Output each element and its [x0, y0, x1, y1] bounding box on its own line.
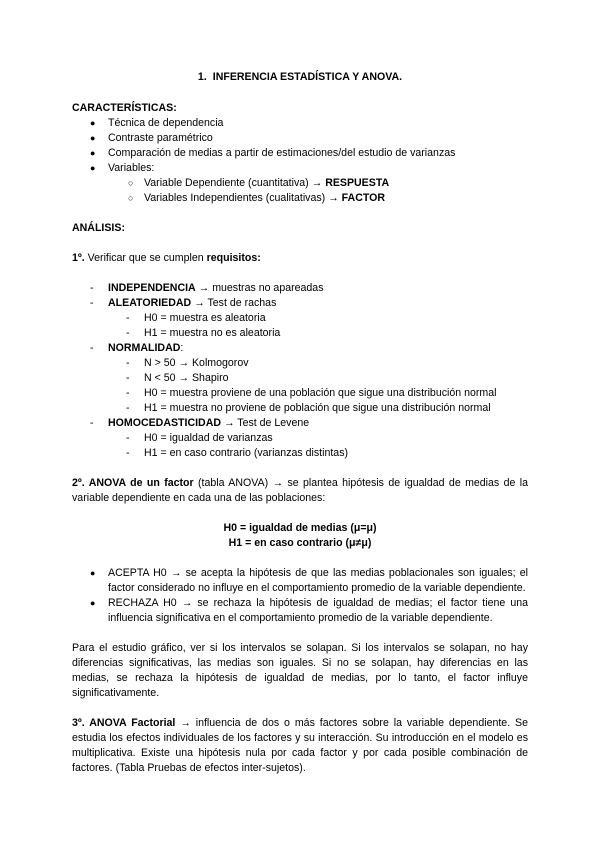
- document-page: [72, 70, 528, 776]
- list-item: ● RECHAZA H0 → se rechaza la hipótesis de igualdad de medias; el factor tiene una influencia significativa en el comportamiento promedio de la variable dependiente.: [72, 596, 528, 626]
- caracteristicas-heading: CARACTERÍSTICAS:: [72, 102, 177, 114]
- list-item: ○ Variables Independientes (cualitativas) → FACTOR: [72, 191, 528, 206]
- step-2: 2º. ANOVA de un factor (tabla ANOVA) → se plantea hipótesis de igualdad de medias de la variable dependiente en cada una de las poblaciones:: [72, 477, 529, 504]
- list-item: - H0 = muestra proviene de una población que sigue una distribución normal: [72, 386, 528, 401]
- list-item: - NORMALIDAD:: [72, 341, 528, 356]
- list-item: - ALEATORIEDAD → Test de rachas: [72, 296, 528, 311]
- list-item: - N < 50 → Shapiro: [72, 371, 528, 386]
- list-item: ● Contraste paramétrico: [72, 131, 528, 146]
- list-item: - H0 = igualdad de varianzas: [72, 431, 528, 446]
- list-item: ● Comparación de medias a partir de estimaciones/del estudio de varianzas: [72, 146, 528, 161]
- list-item: - H0 = muestra es aleatoria: [72, 311, 528, 326]
- hypothesis-h0: H0 = igualdad de medias (μ=μ): [223, 522, 377, 534]
- requisitos-list: [72, 281, 528, 311]
- list-item: ● ACEPTA H0 → se acepta la hipótesis de que las medias poblacionales son iguales; el factor considerado no influye en el comportamiento promedio de la variable dependiente.: [72, 566, 528, 596]
- list-item: ○ Variable Dependiente (cuantitativa) → RESPUESTA: [72, 176, 528, 191]
- step-3: 3º. ANOVA Factorial → influencia de dos o más factores sobre la variable dependiente. Se estudia los efectos individuales de los factores y su interacción. Su introducción en el modelo es multiplicativa. Existe una hipótesis nula por cada factor y por cada posible combinación de factores. (Tabla Pruebas de efectos inter-sujetos).: [72, 717, 528, 774]
- aleatoriedad-sublist: [72, 311, 528, 341]
- analisis-heading: ANÁLISIS:: [72, 222, 125, 234]
- caracteristicas-list: [72, 116, 528, 176]
- decision-list: [72, 566, 528, 626]
- list-item: - N > 50 → Kolmogorov: [72, 356, 528, 371]
- requisitos-list-3: [72, 416, 528, 431]
- list-item: - H1 = muestra no proviene de población que sigue una distribución normal: [72, 401, 528, 416]
- list-item: - H1 = en caso contrario (varianzas distintas): [72, 446, 528, 461]
- grafico-paragraph: Para el estudio gráfico, ver si los intervalos se solapan. Si los intervalos se solapan, no hay diferencias significativas, las medias son iguales. Si no se solapan, hay diferencias en las medias, se rechaza la hipótesis de igualdad de medias, por lo tanto, el factor influye significativamente.: [72, 642, 528, 699]
- hypothesis-h1: H1 = en caso contrario (μ≠μ): [228, 537, 372, 549]
- list-item: - INDEPENDENCIA → muestras no apareadas: [72, 281, 528, 296]
- page-title: 1. INFERENCIA ESTADÍSTICA Y ANOVA.: [197, 71, 403, 83]
- list-item: ● Técnica de dependencia: [72, 116, 528, 131]
- step-1: 1º. Verificar que se cumplen requisitos:: [72, 252, 261, 264]
- homocedasticidad-sublist: [72, 431, 528, 461]
- list-item: - H1 = muestra no es aleatoria: [72, 326, 528, 341]
- normalidad-sublist: [72, 356, 528, 416]
- variables-list: [72, 176, 528, 206]
- requisitos-list-2: [72, 341, 528, 356]
- list-item: - HOMOCEDASTICIDAD → Test de Levene: [72, 416, 528, 431]
- list-item: ● Variables:: [72, 161, 528, 176]
